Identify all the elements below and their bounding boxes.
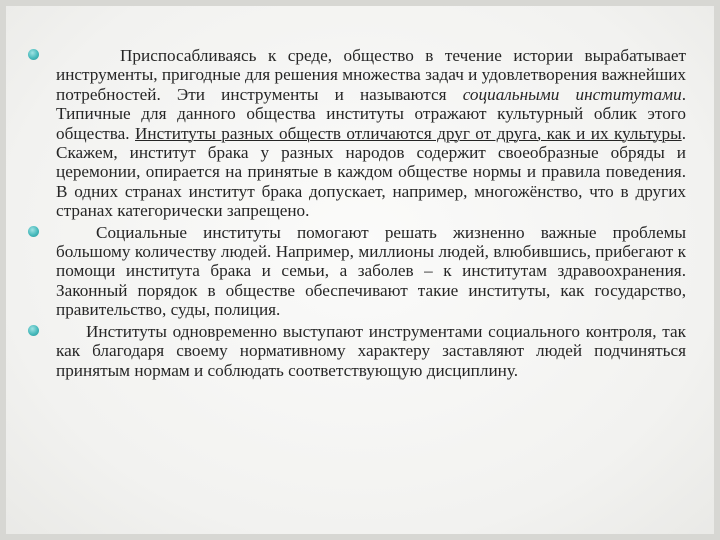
paragraph-2-text: Социальные институты помогают решать жизненно важные проблемы большому количеству людей. Например, миллионы людей, влюбившись, прибегают к помощи института брака и семьи, а заболев – к институтам здравоохранения. Законный порядок в обществе обеспечивают такие институты, как государство, правительство, суды, полиция. <box>56 222 686 320</box>
frame-top <box>0 0 720 6</box>
bullet-paragraph-3 <box>26 322 686 380</box>
paragraph-1-text-c: . Скажем, институт брака у разных народов содержит своеобразные обряды и церемонии, опирается на принятые в каждом обществе нормы и правила поведения. В одних странах институт брака допускает, например, многожёнство, что в других странах категорически запрещено. <box>56 123 686 221</box>
paragraph-1-italic-term: социальными институтами <box>462 84 682 104</box>
paragraph-3-text: Институты одновременно выступают инструментами социального контроля, так как благодаря своему нормативному характеру заставляют людей подчиняться принятым нормам и соблюдать соответствующую дисциплину. <box>56 321 686 380</box>
paragraph-1-text-b: . Типичные для данного общества институты отражают культурный облик этого общества. <box>56 84 686 143</box>
paragraph-1-text-a: Приспосабливаясь к среде, общество в течение истории вырабатывает инструменты, пригодные для решения множества задач и удовлетворения важнейших потребностей. Эти инструменты и называются <box>56 46 686 104</box>
paragraph-1-underlined-phrase: Институты разных обществ отличаются друг от друга, как и их культуры <box>135 123 682 143</box>
slide-content <box>26 46 686 382</box>
frame-bottom <box>0 534 720 540</box>
bullet-dot-icon <box>28 325 39 336</box>
frame-right <box>714 0 720 540</box>
bullet-paragraph-2 <box>26 223 686 320</box>
frame-left <box>0 0 6 540</box>
bullet-dot-icon <box>28 226 39 237</box>
bullet-paragraph-1 <box>26 46 686 221</box>
bullet-dot-icon <box>28 49 39 60</box>
